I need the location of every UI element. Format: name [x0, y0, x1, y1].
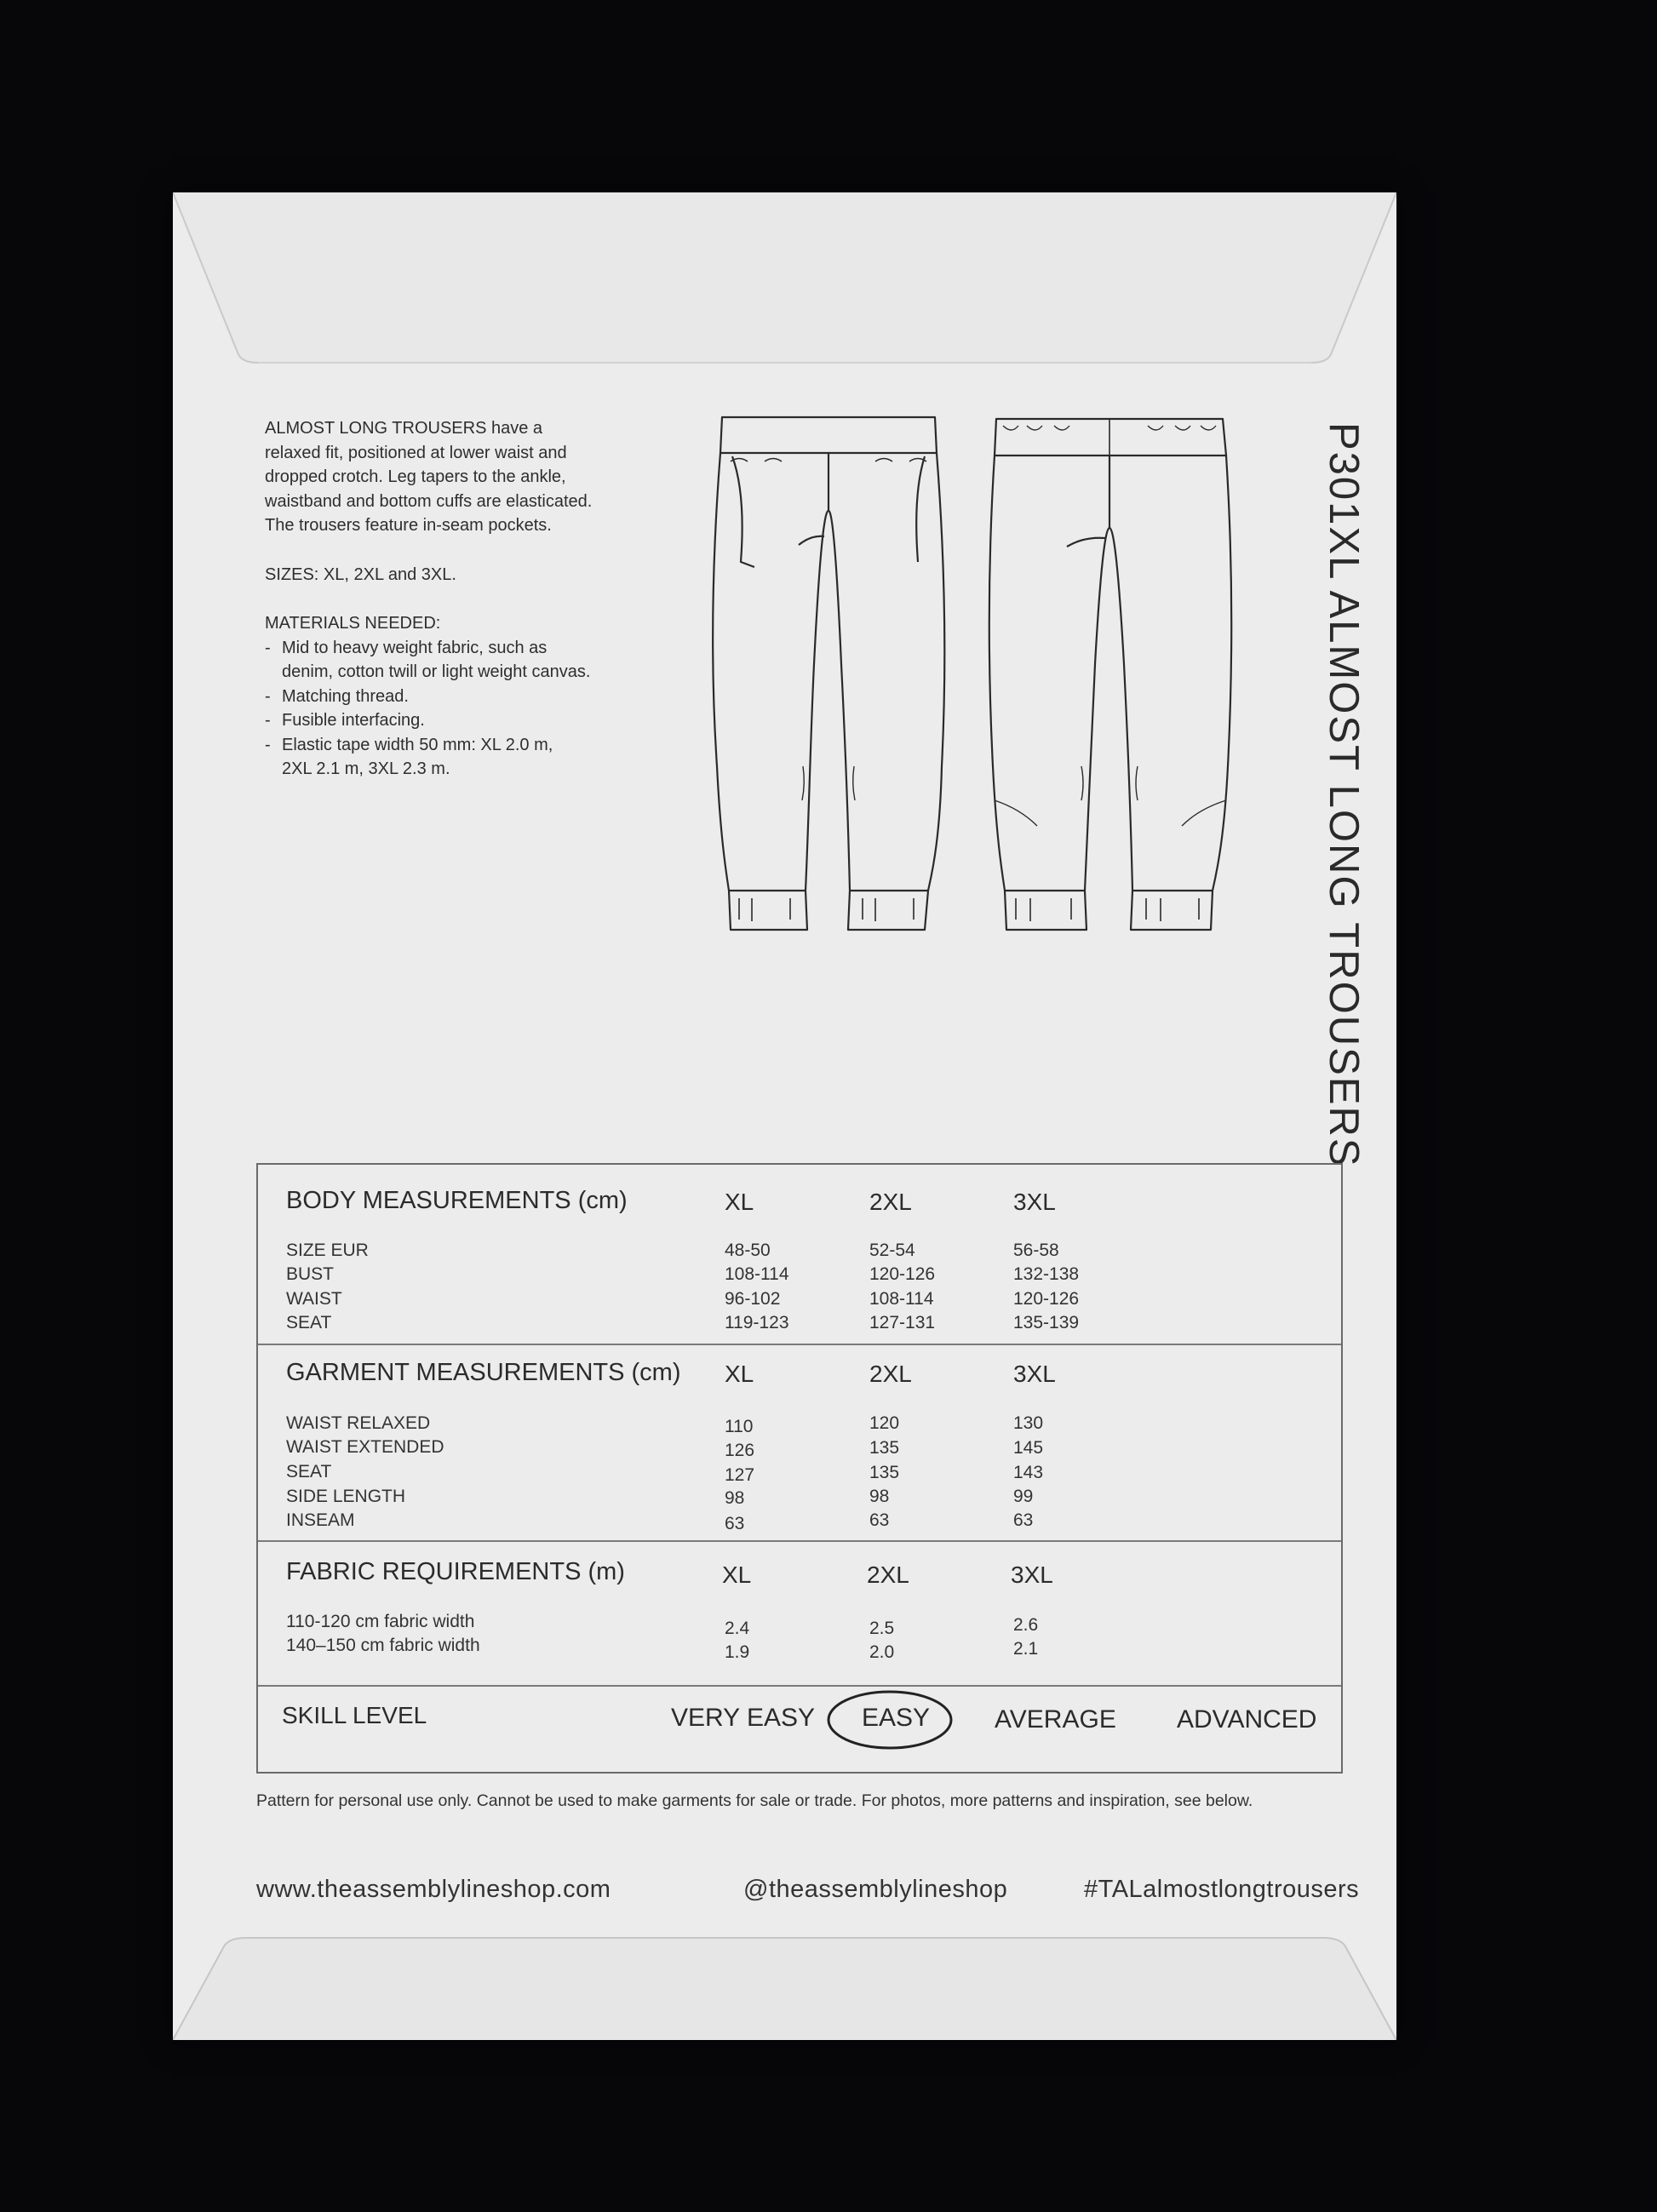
size-header: XL: [722, 1562, 752, 1588]
cell: 1.9: [725, 1642, 750, 1662]
cell: 98: [869, 1487, 890, 1506]
description-line: The trousers feature in-seam pockets.: [265, 516, 552, 535]
cell: 126: [725, 1441, 755, 1460]
cell: 63: [725, 1514, 745, 1533]
cell: 135-139: [1013, 1313, 1080, 1332]
size-header: 2XL: [869, 1189, 912, 1215]
description-line: ALMOST LONG TROUSERS have a: [265, 419, 543, 438]
size-header: 3XL: [1011, 1562, 1053, 1588]
skill-advanced: ADVANCED: [1177, 1705, 1317, 1733]
skill-level-section: [258, 1685, 1341, 1774]
size-header: 3XL: [1013, 1189, 1056, 1215]
body-measurements-section: [258, 1165, 1341, 1345]
cell: 2.4: [725, 1619, 750, 1638]
cell: 2.5: [869, 1619, 895, 1638]
cell: 135: [869, 1463, 900, 1482]
usage-note: Pattern for personal use only. Cannot be used to make garments for sale or trade. For photos, more patterns and inspiration, see below.: [256, 1791, 1253, 1810]
cell: 127-131: [869, 1313, 936, 1332]
description-line: dropped crotch. Leg tapers to the ankle,: [265, 467, 566, 486]
size-header: 2XL: [869, 1361, 912, 1387]
cell: 135: [869, 1438, 900, 1458]
size-header: 2XL: [867, 1562, 909, 1588]
size-header: XL: [725, 1189, 754, 1215]
row-label: INSEAM: [286, 1510, 355, 1530]
cell: 119-123: [725, 1313, 789, 1332]
skill-average: AVERAGE: [995, 1705, 1116, 1733]
description-line: waistband and bottom cuffs are elasticated.: [265, 491, 593, 511]
cell: 63: [1013, 1510, 1034, 1530]
cell: 52-54: [869, 1241, 915, 1260]
material-item: - Mid to heavy weight fabric, such as denim, cotton twill or light weight canvas.: [265, 636, 708, 685]
cell: 56-58: [1013, 1241, 1059, 1260]
cell: 120-126: [1013, 1289, 1080, 1309]
cell: 120: [869, 1413, 900, 1433]
row-label: 110-120 cm fabric width: [286, 1612, 475, 1631]
cell: 108-114: [869, 1289, 934, 1309]
cell: 145: [1013, 1438, 1044, 1458]
hashtag[interactable]: #TALalmostlongtrousers: [1084, 1876, 1360, 1903]
row-label: BUST: [286, 1264, 335, 1284]
cell: 96-102: [725, 1289, 781, 1309]
size-header: XL: [725, 1361, 754, 1387]
cell: 98: [725, 1488, 745, 1508]
skill-very-easy: VERY EASY: [671, 1704, 815, 1732]
description-line: relaxed fit, positioned at lower waist and: [265, 443, 567, 462]
row-label: SEAT: [286, 1313, 332, 1332]
cell: 48-50: [725, 1241, 771, 1260]
cell: 132-138: [1013, 1264, 1080, 1284]
social-handle[interactable]: @theassemblylineshop: [743, 1876, 1008, 1903]
materials-list: [265, 636, 708, 782]
size-header: 3XL: [1013, 1361, 1056, 1387]
cell: 130: [1013, 1413, 1044, 1433]
cell: 2.1: [1013, 1639, 1039, 1659]
skill-level-label: SKILL LEVEL: [282, 1702, 427, 1728]
website-link[interactable]: www.theassemblylineshop.com: [256, 1876, 611, 1903]
row-label: WAIST EXTENDED: [286, 1437, 444, 1457]
row-label: SIZE EUR: [286, 1241, 369, 1260]
cell: 120-126: [869, 1264, 936, 1284]
cell: 127: [725, 1465, 755, 1485]
material-item: - Fusible interfacing.: [265, 708, 708, 733]
cell: 110: [725, 1417, 754, 1436]
measurements-table: [256, 1163, 1343, 1774]
trousers-front-sketch: [705, 409, 960, 954]
materials-heading: MATERIALS NEEDED:: [265, 614, 441, 633]
section-title: FABRIC REQUIREMENTS (m): [286, 1558, 625, 1585]
section-title: GARMENT MEASUREMENTS (cm): [286, 1359, 681, 1386]
trousers-back-sketch: [986, 409, 1241, 954]
row-label: SEAT: [286, 1462, 332, 1481]
pattern-description: [265, 416, 708, 782]
row-label: SIDE LENGTH: [286, 1487, 406, 1506]
skill-easy: EASY: [862, 1704, 931, 1732]
cell: 63: [869, 1510, 890, 1530]
fabric-requirements-section: [258, 1540, 1341, 1687]
pattern-envelope: [173, 192, 1396, 2040]
material-item: - Elastic tape width 50 mm: XL 2.0 m, 2XL 2.1 m, 3XL 2.3 m.: [265, 733, 708, 782]
garment-measurements-section: [258, 1344, 1341, 1542]
section-title: BODY MEASUREMENTS (cm): [286, 1187, 628, 1214]
cell: 2.6: [1013, 1615, 1039, 1635]
cell: 99: [1013, 1487, 1034, 1506]
material-item: - Matching thread.: [265, 685, 708, 709]
sizes-text: SIZES: XL, 2XL and 3XL.: [265, 564, 456, 584]
row-label: 140–150 cm fabric width: [286, 1636, 480, 1655]
pattern-title: P301XL ALMOST LONG TROUSERS: [1321, 422, 1367, 1168]
row-label: WAIST RELAXED: [286, 1413, 431, 1433]
cell: 108-114: [725, 1264, 789, 1284]
cell: 143: [1013, 1463, 1044, 1482]
cell: 2.0: [869, 1642, 895, 1662]
row-label: WAIST: [286, 1289, 342, 1309]
